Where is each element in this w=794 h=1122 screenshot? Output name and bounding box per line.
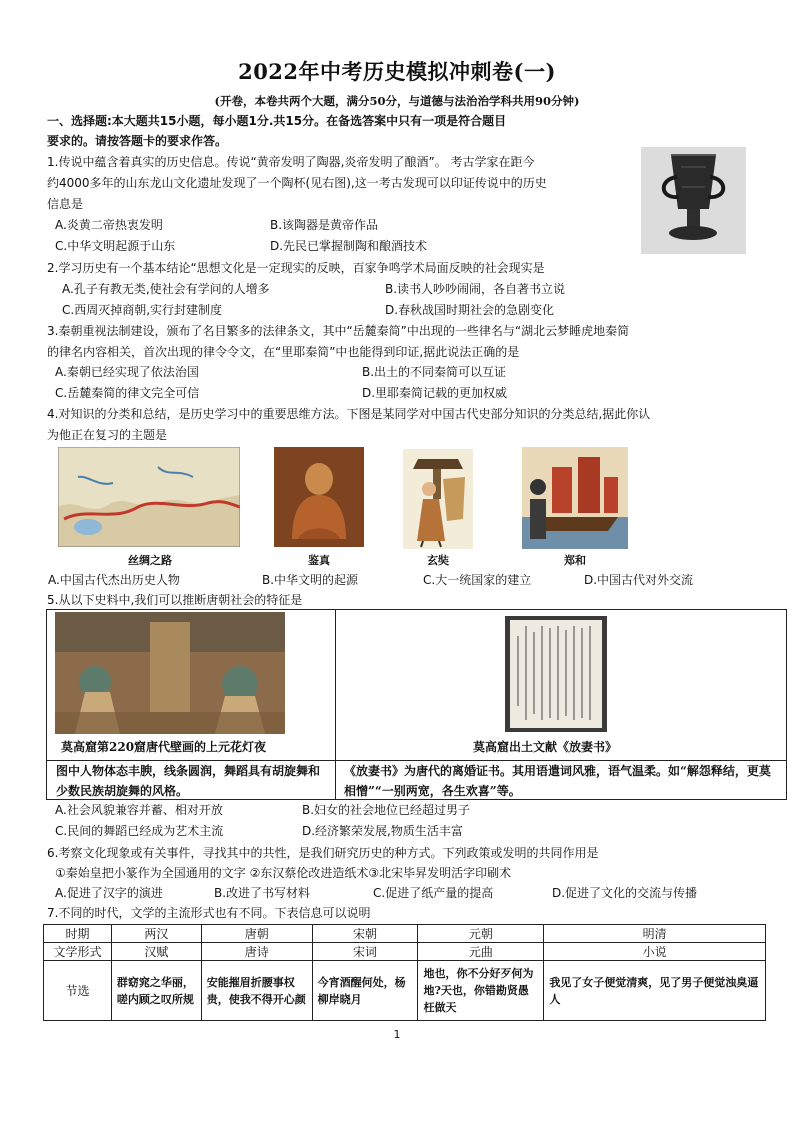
excerpt-cell: 群窈窕之华丽，嗟内顾之叹所规	[111, 961, 201, 1021]
page-number: 1	[393, 1028, 401, 1041]
q5-stem: 5.从以下史料中,我们可以推断唐朝社会的特征是	[47, 593, 303, 607]
q6-option-b[interactable]: B.改进了书写材料	[214, 886, 311, 900]
q3-option-a[interactable]: A.秦朝已经实现了依法治国	[55, 365, 199, 379]
q5-left-caption: 莫高窟第220窟唐代壁画的上元花灯夜	[61, 740, 267, 754]
q2-option-c[interactable]: C.西周灭掉商朝,实行封建制度	[62, 303, 223, 317]
q4-option-c[interactable]: C.大一统国家的建立	[423, 573, 532, 587]
q4-option-d[interactable]: D.中国古代对外交流	[584, 573, 694, 587]
q4-option-a[interactable]: A.中国古代杰出历史人物	[48, 573, 180, 587]
excerpt-cell: 安能摧眉折腰事权贵，使我不得开心颜	[201, 961, 312, 1021]
form-cell: 汉赋	[111, 943, 201, 961]
q3-option-b[interactable]: B.出土的不同秦简可以互证	[362, 365, 507, 379]
period-cell: 宋朝	[312, 925, 418, 943]
q1-option-c[interactable]: C.中华文明起源于山东	[55, 239, 176, 253]
form-cell: 唐诗	[201, 943, 312, 961]
q5-left-text: 图中人物体态丰腴，线条圆润，舞蹈具有胡旋舞和少数民族胡旋舞的风格。	[56, 764, 321, 798]
form-cell: 小说	[544, 943, 766, 961]
caption-silk-road: 丝绸之路	[128, 554, 172, 567]
q6-option-a[interactable]: A.促进了汉字的演进	[55, 886, 163, 900]
q7-stem: 7.不同的时代，文学的主流形式也有不同。下表信息可以说明	[47, 906, 371, 920]
table-row-excerpt	[44, 961, 766, 1021]
silk-road-map-image	[58, 447, 240, 547]
pottery-cup-image	[641, 147, 746, 254]
q1-option-a[interactable]: A.炎黄二帝热衷发明	[55, 218, 163, 232]
row-label-form: 文学形式	[44, 943, 112, 961]
page-title: 2022年中考历史模拟冲刺卷(一)	[238, 59, 556, 84]
table-row-form	[44, 943, 766, 961]
caption-zhenghe: 郑和	[564, 554, 586, 567]
form-cell: 宋词	[312, 943, 418, 961]
excerpt-cell: 今宵酒醒何处，杨柳岸晓月	[312, 961, 418, 1021]
excerpt-cell: 我见了女子便觉清爽，见了男子便觉浊臭逼人	[544, 961, 766, 1021]
q6-stem-line1: 6.考察文化现象或有关事件，寻找其中的共性，是我们研究历史的种方式。下列政策或发明的共同作用是	[47, 846, 599, 860]
fangqishu-document-image	[505, 616, 607, 732]
q4-option-b[interactable]: B.中华文明的起源	[262, 573, 359, 587]
q1-stem-line3: 信息是	[47, 197, 84, 211]
q1-option-d[interactable]: D.先民已掌握制陶和酿酒技术	[270, 239, 428, 253]
q3-option-c[interactable]: C.岳麓秦简的律文完全可信	[55, 386, 200, 400]
mogao-mural-image	[55, 612, 285, 734]
q5-option-b[interactable]: B.妇女的社会地位已经超过男子	[302, 803, 471, 817]
q1-option-b[interactable]: B.该陶器是黄帝作品	[270, 218, 379, 232]
period-cell: 元朝	[418, 925, 544, 943]
q2-option-a[interactable]: A.孔子有教无类,使社会有学问的人增多	[62, 282, 270, 296]
q2-option-d[interactable]: D.春秋战国时期社会的急剧变化	[385, 303, 555, 317]
caption-jianzhen: 鉴真	[308, 554, 330, 567]
xuanzang-image	[403, 449, 473, 549]
caption-xuanzang: 玄奘	[427, 554, 449, 567]
zhenghe-ship-image	[522, 447, 628, 549]
form-cell: 元曲	[418, 943, 544, 961]
q4-stem-line2: 为他正在复习的主题是	[47, 428, 168, 442]
q1-stem-line2: 约4000多年的山东龙山文化遗址发现了一个陶杯(见右图),这一考古发现可以印证传说中的历史	[47, 176, 547, 190]
period-cell: 两汉	[111, 925, 201, 943]
q3-stem-line2: 的律名内容相关，首次出现的律令令文，在“里耶秦简”中也能得到印证,据此说法正确的是	[47, 345, 520, 359]
q4-stem-line1: 4.对知识的分类和总结，是历史学习中的重要思维方法。下图是某同学对中国古代史部分知识的分类总结,据此你认	[47, 407, 651, 421]
q6-option-d[interactable]: D.促进了文化的交流与传播	[552, 886, 698, 900]
q1-stem-line1: 1.传说中蕴含着真实的历史信息。传说“黄帝发明了陶器,炎帝发明了酿酒”。 考古学家在距今	[47, 155, 535, 169]
period-cell: 唐朝	[201, 925, 312, 943]
q5-right-text: 《放妻书》为唐代的离婚证书。其用语遣词风雅，语气温柔。如“解怨释结，更莫相憎”“一别两宽，各生欢喜”等。	[344, 764, 771, 798]
q7-literature-table	[43, 924, 766, 1021]
q3-option-d[interactable]: D.里耶秦简记载的更加权威	[362, 386, 508, 400]
row-label-excerpt: 节选	[44, 961, 112, 1021]
section-instruction-line1: 一、选择题:本大题共15小题，每小题1分.共15分。在备选答案中只有一项是符合题目	[47, 114, 507, 128]
q6-stem-line2: ①秦始皇把小篆作为全国通用的文字 ②东汉蔡伦改进造纸术③北宋毕昇发明活字印刷术	[55, 866, 512, 880]
q3-stem-line1: 3.秦朝重视法制建设，颁布了名目繁多的法律条文，其中“岳麓秦简”中出现的一些律名与“湖北云梦睡虎地秦简	[47, 324, 630, 338]
page-subtitle: (开卷，本卷共两个大题，满分50分，与道德与法治治学科共用90分钟)	[214, 94, 580, 108]
q5-option-c[interactable]: C.民间的舞蹈已经成为艺术主流	[55, 824, 224, 838]
excerpt-cell: 地也，你不分好歹何为地?天也，你错勘贤愚枉做天	[418, 961, 544, 1021]
period-cell: 明清	[544, 925, 766, 943]
section-instruction-line2: 要求的。请按答题卡的要求作答。	[47, 134, 228, 148]
q2-stem: 2.学习历史有一个基本结论“思想文化是一定现实的反映，百家争鸣学术局面反映的社会现实是	[47, 261, 545, 275]
q5-option-a[interactable]: A.社会风貌兼容并蓄、相对开放	[55, 803, 223, 817]
q2-option-b[interactable]: B.读书人吵吵闹闹，各自著书立说	[385, 282, 566, 296]
q5-right-caption: 莫高窟出土文献《放妻书》	[473, 740, 618, 754]
row-label-period: 时期	[44, 925, 112, 943]
table-row-period	[44, 925, 766, 943]
jianzhen-statue-image	[274, 447, 364, 547]
q6-option-c[interactable]: C.促进了纸产量的提高	[373, 886, 494, 900]
q5-option-d[interactable]: D.经济繁荣发展,物质生活丰富	[302, 824, 463, 838]
